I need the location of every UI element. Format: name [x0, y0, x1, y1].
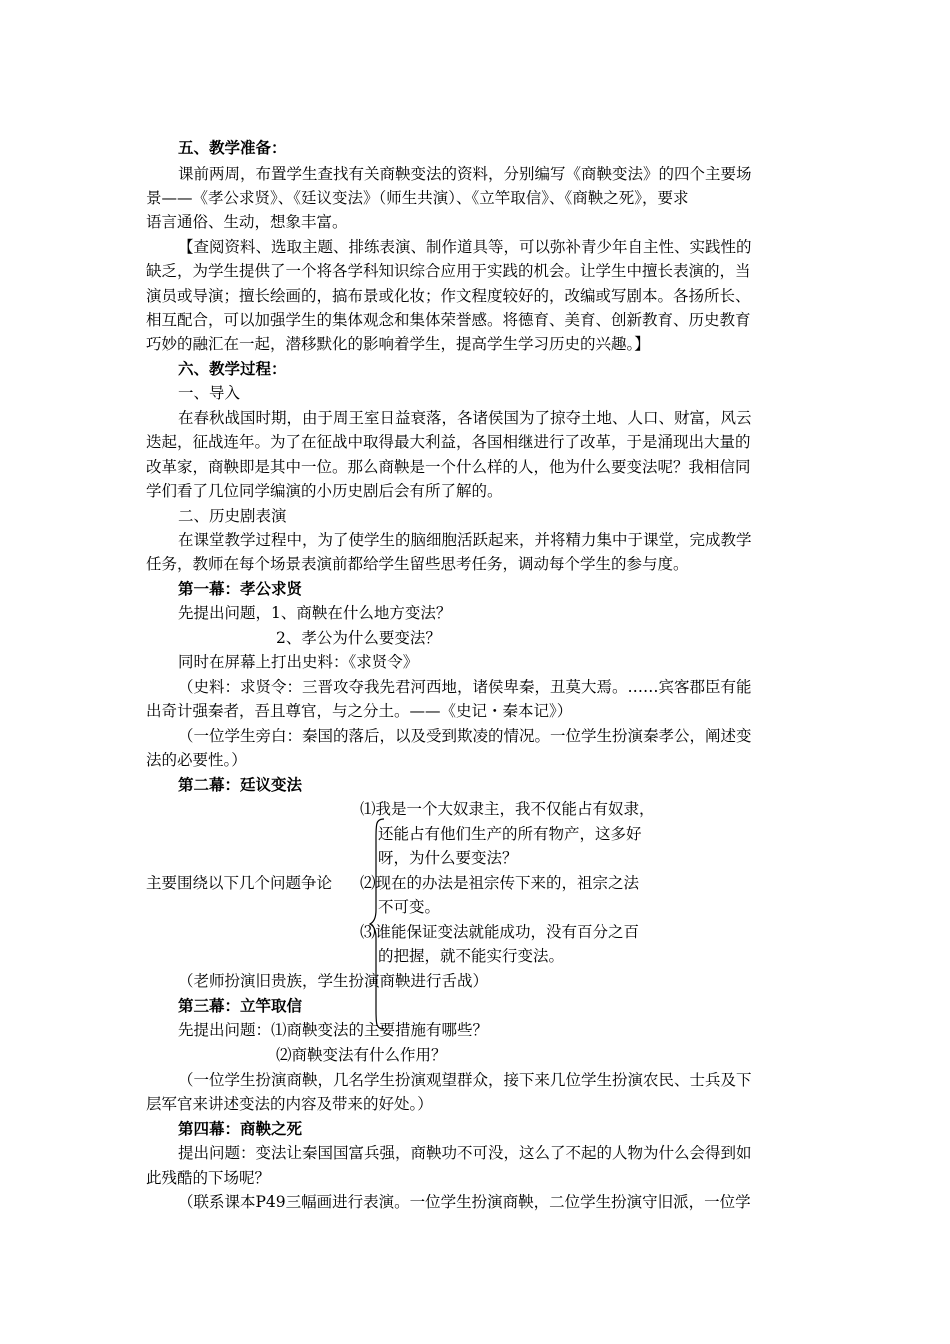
- section-heading: 第一幕：孝公求贤: [178, 579, 303, 598]
- text-line: 一、导入: [178, 384, 241, 402]
- text-line: ⑴我是一个大奴隶主，我不仅能占有奴隶，: [360, 800, 655, 818]
- text-line: 出奇计强秦者，吾且尊官，与之分土。——《史记・秦本记》）: [146, 702, 573, 720]
- text-line: 2、孝公为什么要变法？: [276, 629, 441, 647]
- text-line: 相互配合，可以加强学生的集体观念和集体荣誉感。将德育、美育、创新教育、历史教育: [146, 311, 751, 329]
- text-line: 景——《孝公求贤》、《廷议变法》（师生共演）、《立竿取信》、《商鞅之死》，要求: [146, 189, 689, 207]
- section-heading: 第四幕：商鞅之死: [178, 1119, 303, 1138]
- text-line: 【查阅资料、选取主题、排练表演、制作道具等，可以弥补青少年自主性、实践性的: [178, 238, 752, 256]
- text-line: （老师扮演旧贵族，学生扮演商鞅进行舌战）: [178, 972, 489, 990]
- text-line: （史料：求贤令：三晋攻夺我先君河西地，诸侯卑秦，丑莫大焉。……宾客郡臣有能: [178, 678, 752, 696]
- text-line: （一位学生扮演商鞅，几名学生扮演观望群众，接下来几位学生扮演农民、士兵及下: [178, 1071, 752, 1089]
- text-line: 不可变。: [378, 898, 441, 916]
- text-line: 在课堂教学过程中，为了使学生的脑细胞活跃起来，并将精力集中于课堂，完成教学: [178, 531, 752, 549]
- text-line: （一位学生旁白：秦国的落后，以及受到欺凌的情况。一位学生扮演秦孝公，阐述变: [178, 727, 752, 745]
- text-line: 巧妙的融汇在一起，潜移默化的影响着学生，提高学生学习历史的兴趣。】: [146, 335, 650, 353]
- text-line: 先提出问题，1、商鞅在什么地方变法？: [178, 604, 452, 622]
- text-line: 先提出问题：⑴商鞅变法的主要措施有哪些？: [178, 1021, 489, 1039]
- text-line: 学们看了几位同学编演的小历史剧后会有所了解的。: [146, 482, 503, 500]
- text-line: 层军官来讲述变法的内容及带来的好处。）: [146, 1095, 433, 1113]
- text-line: （联系课本P49三幅画进行表演。一位学生扮演商鞅，二位学生扮演守旧派，一位学: [178, 1193, 751, 1211]
- text-line: 语言通俗、生动，想象丰富。: [146, 213, 348, 231]
- text-line: 法的必要性。）: [146, 751, 247, 769]
- text-line: 提出问题：变法让秦国国富兵强，商鞅功不可没，这么了不起的人物为什么会得到如: [178, 1144, 752, 1162]
- text-line: 的把握，就不能实行变法。: [378, 947, 565, 965]
- section-heading: 第二幕：廷议变法: [178, 775, 303, 794]
- text-line: 主要围绕以下几个问题争论: [146, 874, 333, 892]
- text-line: 呀，为什么要变法？: [378, 849, 518, 867]
- text-line: ⑵商鞅变法有什么作用？: [276, 1046, 447, 1064]
- text-line: 二、历史剧表演: [178, 507, 287, 525]
- text-line: 改革家，商鞅即是其中一位。那么商鞅是一个什么样的人，他为什么要变法呢？我相信同: [146, 458, 751, 476]
- text-line: ⑶谁能保证变法就能成功，没有百分之百: [360, 923, 640, 941]
- text-line: 还能占有他们生产的所有物产，这多好: [378, 825, 642, 843]
- text-line: 在春秋战国时期，由于周王室日益衰落，各诸侯国为了掠夺土地、人口、财富，风云: [178, 409, 752, 427]
- text-line: 课前两周，布置学生查找有关商鞅变法的资料，分别编写《商鞅变法》的四个主要场: [178, 165, 752, 183]
- section-heading: 五、教学准备：: [178, 138, 287, 157]
- text-line: 缺乏，为学生提供了一个将各学科知识综合应用于实践的机会。让学生中擅长表演的，当: [146, 262, 751, 280]
- text-line: 此残酷的下场呢？: [146, 1169, 271, 1187]
- text-line: 任务，教师在每个场景表演前都给学生留些思考任务，调动每个学生的参与度。: [146, 555, 689, 573]
- text-line: 演员或导演；擅长绘画的，搞布景或化妆；作文程度较好的，改编或写剧本。各扬所长、: [146, 287, 751, 305]
- section-heading: 六、教学过程：: [178, 359, 287, 378]
- text-line: 迭起，征战连年。为了在征战中取得最大利益，各国相继进行了改革，于是涌现出大量的: [146, 433, 751, 451]
- text-line: ⑵现在的办法是祖宗传下来的，祖宗之法: [360, 874, 640, 892]
- curly-brace-icon: [369, 818, 385, 1030]
- section-heading: 第三幕：立竿取信: [178, 996, 303, 1015]
- text-line: 同时在屏幕上打出史料：《求贤令》: [178, 653, 419, 671]
